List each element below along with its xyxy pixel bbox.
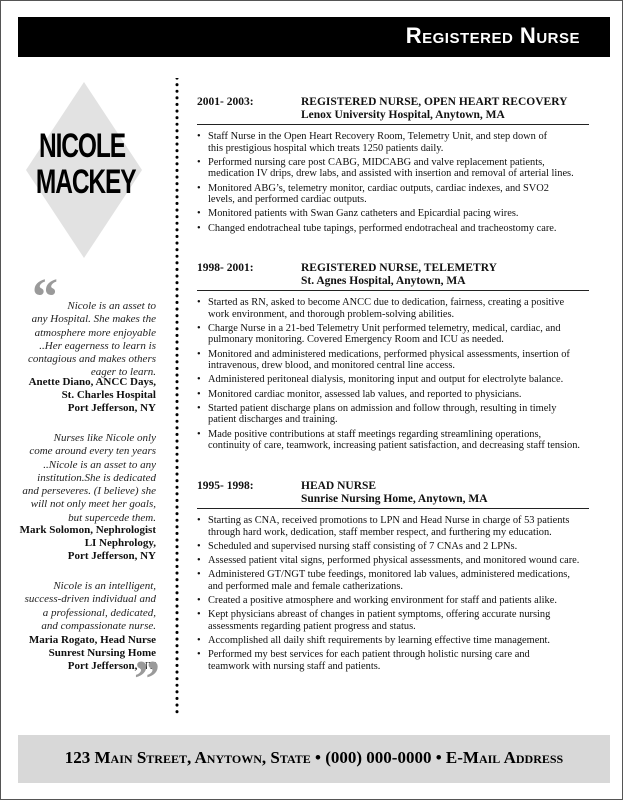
- list-item: • Starting as CNA, received promotions to LPN and Head Nurse in charge of 53 patients through hard work, dedication, staff member respect, and furthering my education.: [197, 515, 589, 538]
- list-item: • Monitored cardiac monitor, assessed lab values, and reported to physicians.: [197, 389, 589, 401]
- list-item: • Staff Nurse in the Open Heart Recovery Room, Telemetry Unit, and step down of this prestigious hospital which treats 1250 patients daily.: [197, 131, 589, 154]
- testimonial-line: success-driven individual and: [24, 593, 156, 606]
- list-item: • Made positive contributions at staff meetings regarding streamlining operations, continuity of care, teamwork, increasing patient satisfaction, and decreasing staff tension.: [197, 429, 589, 452]
- contact-footer: [18, 735, 610, 783]
- experience-employer: Sunrise Nursing Home, Anytown, MA: [301, 493, 488, 505]
- experience-section-2: [197, 262, 589, 454]
- attribution-line: Anette Diano, ANCC Days,: [28, 376, 156, 388]
- list-item: • Accomplished all daily shift requirements by learning effective time management.: [197, 635, 589, 647]
- title-bar: [18, 17, 610, 57]
- testimonial-line: a professional, dedicated,: [42, 606, 156, 619]
- list-item: • Scheduled and supervised nursing staff consisting of 7 CNAs and 2 LPNs.: [197, 541, 589, 553]
- experience-header: [197, 262, 589, 291]
- attribution-line: St. Charles Hospital: [61, 389, 156, 401]
- testimonial-line: contagious and makes others: [27, 353, 156, 366]
- list-item: • Monitored ABG’s, telemetry monitor, cardiac outputs, cardiac indexes, and SVO2 levels, and performed cardiac outputs.: [197, 183, 589, 206]
- list-item: • Monitored patients with Swan Ganz catheters and Epicardial pacing wires.: [197, 208, 589, 220]
- list-item: • Monitored and administered medications, performed physical assessments, insertion of intravenous, drew blood, and monitored central line access.: [197, 349, 589, 372]
- experience-header: [197, 96, 589, 125]
- list-item: • Administered peritoneal dialysis, monitoring input and output for electrolyte balance.: [197, 374, 589, 386]
- testimonial-line: institution.She is dedicated: [37, 471, 156, 484]
- attribution-line: Sunrest Nursing Home: [48, 647, 156, 659]
- attribution-line: Mark Solomon, Nephrologist: [19, 524, 156, 536]
- testimonial-line: but supercede them.: [68, 511, 156, 524]
- experience-bullets: [197, 515, 589, 672]
- last-name: MACKEY: [35, 163, 136, 201]
- list-item: • Started patient discharge plans on admission and follow through, resulting in timely patient discharges and training.: [197, 403, 589, 426]
- list-item: • Assessed patient vital signs, performed physical assessments, and monitored wound care.: [197, 555, 589, 567]
- list-item: • Administered GT/NGT tube feedings, monitored lab values, administered medications, and performed male and female catherizations.: [197, 569, 589, 592]
- testimonial-line: ..Her eagerness to learn is: [39, 339, 156, 352]
- testimonial-line: Nicole is an asset to: [67, 300, 156, 312]
- candidate-name: [35, 127, 136, 201]
- attribution-line: Port Jefferson, NY: [67, 550, 156, 562]
- list-item: • Performed my best services for each patient through holistic nursing care and teamwork with nursing staff and patients.: [197, 649, 589, 672]
- testimonial-line: and compassionate nurse.: [41, 619, 156, 632]
- testimonial-line: atmosphere more enjoyable: [34, 326, 156, 339]
- testimonial-line: and perseveres. (I believe) she: [22, 485, 156, 498]
- testimonial-line: ..Nicole is an asset to any: [43, 458, 156, 471]
- testimonial-line: eager to learn.: [90, 366, 156, 379]
- experience-role: REGISTERED NURSE, OPEN HEART RECOVERY: [301, 96, 568, 108]
- list-item: • Created a positive atmosphere and working environment for staff and patients alike.: [197, 595, 589, 607]
- experience-bullets: [197, 297, 589, 452]
- testimonial-line: Nurses like Nicole only: [53, 432, 156, 444]
- list-item: • Charge Nurse in a 21-bed Telemetry Unit performed telemetry, medical, cardiac, and pulmonary monitoring. Covered Emergency Room and ICU as needed.: [197, 323, 589, 346]
- testimonial-1-attribution: [29, 376, 156, 415]
- experience-years: 2001- 2003:: [197, 96, 254, 108]
- testimonial-1-text: [28, 300, 156, 380]
- testimonial-2-attribution: [20, 524, 156, 563]
- experience-section-3: [197, 480, 589, 675]
- experience-role: HEAD NURSE: [301, 480, 377, 492]
- experience-bullets: [197, 131, 589, 234]
- experience-header: [197, 480, 589, 509]
- list-item: • Started as RN, asked to become ANCC due to dedication, fairness, creating a positive work environment, and thorough problem-solving abilities.: [197, 297, 589, 320]
- attribution-line: Port Jefferson, NY: [67, 402, 156, 414]
- attribution-line: LI Nephrology,: [84, 537, 156, 549]
- testimonial-line: Nicole is an intelligent,: [53, 580, 156, 592]
- testimonial-2-text: [22, 432, 156, 525]
- close-quote-icon: ”: [134, 651, 160, 708]
- testimonial-line: will not only meet her goals,: [30, 498, 156, 511]
- experience-employer: St. Agnes Hospital, Anytown, MA: [301, 275, 466, 287]
- experience-years: 1998- 2001:: [197, 262, 254, 274]
- list-item: • Kept physicians abreast of changes in patient symptoms, offering accurate nursing assessments regarding patient progress and status.: [197, 609, 589, 632]
- page-title: Registered Nurse: [405, 23, 580, 48]
- testimonial-3-text: [25, 580, 156, 633]
- attribution-line: Port Jefferson, NY: [67, 660, 156, 672]
- contact-line: 123 Main Street, Anytown, State • (000) 000-0000 • E-Mail Address: [64, 748, 564, 767]
- experience-role: REGISTERED NURSE, TELEMETRY: [301, 262, 497, 274]
- dotted-divider: [175, 78, 179, 718]
- experience-employer: Lenox University Hospital, Anytown, MA: [301, 109, 505, 121]
- open-quote-icon: “: [32, 269, 58, 326]
- list-item: • Performed nursing care post CABG, MIDCABG and valve replacement patients, medication IV drips, drew labs, and assisted with insertion and removal of arterial lines.: [197, 157, 589, 180]
- first-name: NICOLE: [38, 127, 125, 165]
- testimonial-line: come around every ten years: [29, 445, 156, 458]
- list-item: • Changed endotracheal tube tapings, performed endotracheal and tracheostomy care.: [197, 223, 589, 235]
- testimonial-line: any Hospital. She makes the: [31, 313, 156, 326]
- experience-years: 1995- 1998:: [197, 480, 254, 492]
- attribution-line: Maria Rogato, Head Nurse: [28, 634, 156, 646]
- experience-section-1: [197, 96, 589, 237]
